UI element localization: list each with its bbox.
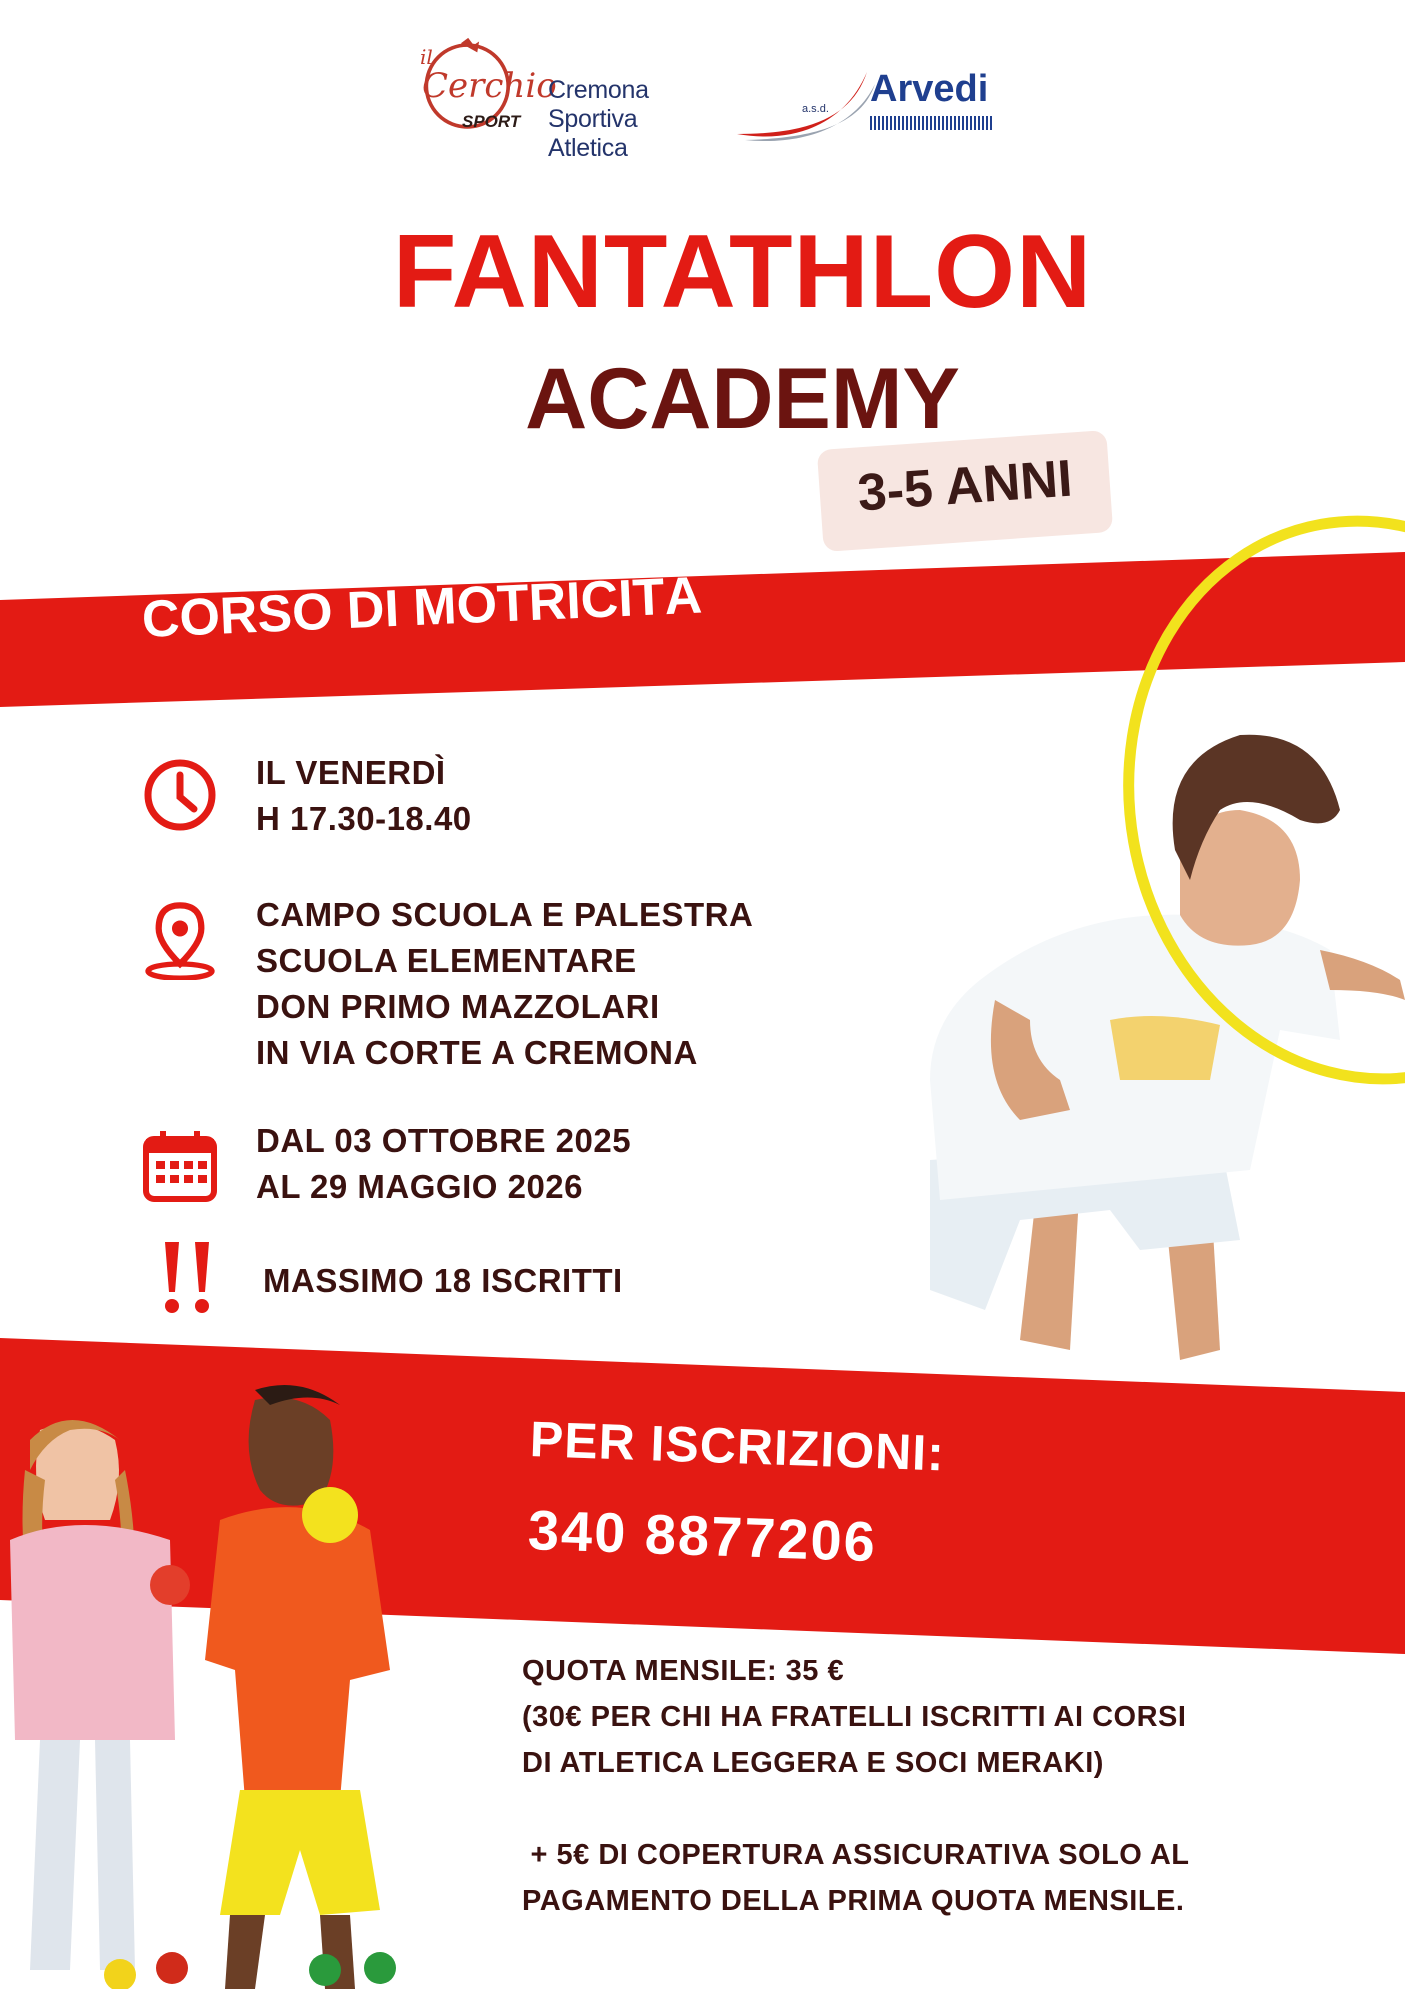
children-with-balls-photo	[0, 1370, 460, 1989]
location-line-2: SCUOLA ELEMENTARE	[256, 942, 637, 979]
dates-start: DAL 03 OTTOBRE 2025	[256, 1122, 632, 1159]
location-line-3: DON PRIMO MAZZOLARI	[256, 988, 660, 1025]
fee-discount-line-1: (30€ PER CHI HA FRATELLI ISCRITTI AI CORSI	[522, 1701, 1187, 1733]
csa-logo-asd: a.s.d.	[802, 103, 829, 115]
arvedi-barcode	[870, 116, 994, 130]
fee-insurance-line-2: PAGAMENTO DELLA PRIMA QUOTA MENSILE.	[522, 1885, 1185, 1917]
fee-monthly: QUOTA MENSILE: 35 €	[522, 1655, 845, 1687]
page-title: FANTATHLON	[392, 214, 1093, 330]
exclamation-icon	[150, 1238, 230, 1318]
age-badge-text: 3-5 ANNI	[855, 449, 1075, 523]
location-line-4: IN VIA CORTE A CREMONA	[256, 1034, 698, 1071]
dates-text	[256, 1118, 631, 1210]
csa-logo-name: Cremona Sportiva Atletica	[548, 76, 649, 162]
signup-label: PER ISCRIZIONI:	[529, 1411, 946, 1482]
cerchio-logo-sport: SPORT	[462, 112, 521, 131]
fee-insurance-line-1: + 5€ DI COPERTURA ASSICURATIVA SOLO AL	[522, 1839, 1190, 1871]
boy-with-hoop-photo	[780, 520, 1405, 1400]
page-subtitle: ACADEMY	[525, 351, 960, 447]
schedule-hours: H 17.30-18.40	[256, 800, 472, 837]
cerchio-logo-name: Cerchio	[422, 66, 557, 106]
location-pin-icon	[140, 900, 220, 980]
location-text	[256, 892, 753, 1076]
max-participants: MASSIMO 18 ISCRITTI	[263, 1262, 623, 1299]
location-line-1: CAMPO SCUOLA E PALESTRA	[256, 896, 754, 933]
course-title: CORSO DI MOTRICITÀ	[140, 566, 704, 649]
arvedi-logo-text: Arvedi	[870, 68, 989, 110]
fee-discount-line-2: DI ATLETICA LEGGERA E SOCI MERAKI)	[522, 1747, 1104, 1779]
schedule-day: IL VENERDÌ	[256, 754, 446, 791]
clock-icon	[140, 755, 220, 835]
cerchio-logo-il: il	[420, 45, 433, 69]
dates-end: AL 29 MAGGIO 2026	[256, 1168, 584, 1205]
signup-phone[interactable]: 340 8877206	[526, 1498, 878, 1574]
calendar-icon	[140, 1125, 220, 1205]
schedule-text	[256, 750, 472, 842]
